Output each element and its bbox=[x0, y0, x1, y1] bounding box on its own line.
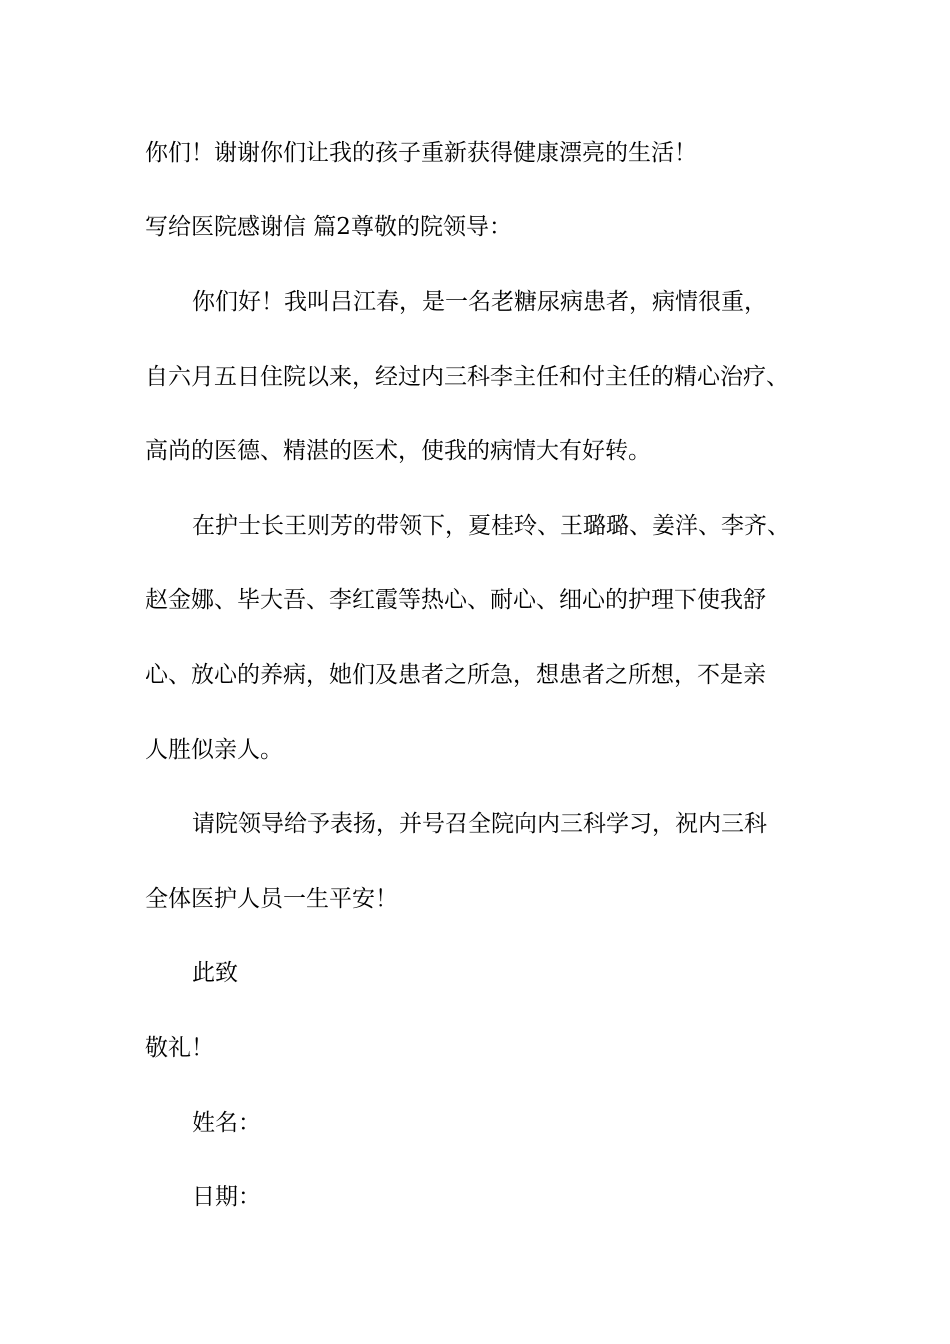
paragraph-2-line-4: 人胜似亲人。 bbox=[145, 737, 283, 763]
name-field-label: 姓名： bbox=[192, 1110, 261, 1136]
paragraph-3-line-2: 全体医护人员一生平安！ bbox=[145, 886, 398, 912]
paragraph-1-line-1: 你们好！我叫吕江春，是一名老糖尿病患者，病情很重， bbox=[192, 289, 767, 315]
regards-line: 敬礼！ bbox=[145, 1035, 214, 1061]
date-field-label: 日期： bbox=[192, 1184, 261, 1210]
paragraph-2-line-2: 赵金娜、毕大吾、李红霞等热心、耐心、细心的护理下使我舒 bbox=[145, 587, 766, 613]
paragraph-1-line-2: 自六月五日住院以来，经过内三科李主任和付主任的精心治疗、 bbox=[145, 364, 789, 390]
paragraph-2-line-3: 心、放心的养病，她们及患者之所急，想患者之所想，不是亲 bbox=[145, 662, 766, 688]
paragraph-3-line-1: 请院领导给予表扬，并号召全院向内三科学习，祝内三科 bbox=[192, 811, 767, 837]
salutation-line: 此致 bbox=[192, 960, 238, 986]
paragraph-1-line-3: 高尚的医德、精湛的医术，使我的病情大有好转。 bbox=[145, 438, 651, 464]
paragraph-2-line-1: 在护士长王则芳的带领下，夏桂玲、王璐璐、姜洋、李齐、 bbox=[192, 513, 790, 539]
closing-sentence-line: 你们！谢谢你们让我的孩子重新获得健康漂亮的生活！ bbox=[145, 140, 697, 166]
letter-heading-line: 写给医院感谢信 篇2尊敬的院领导： bbox=[145, 214, 512, 240]
